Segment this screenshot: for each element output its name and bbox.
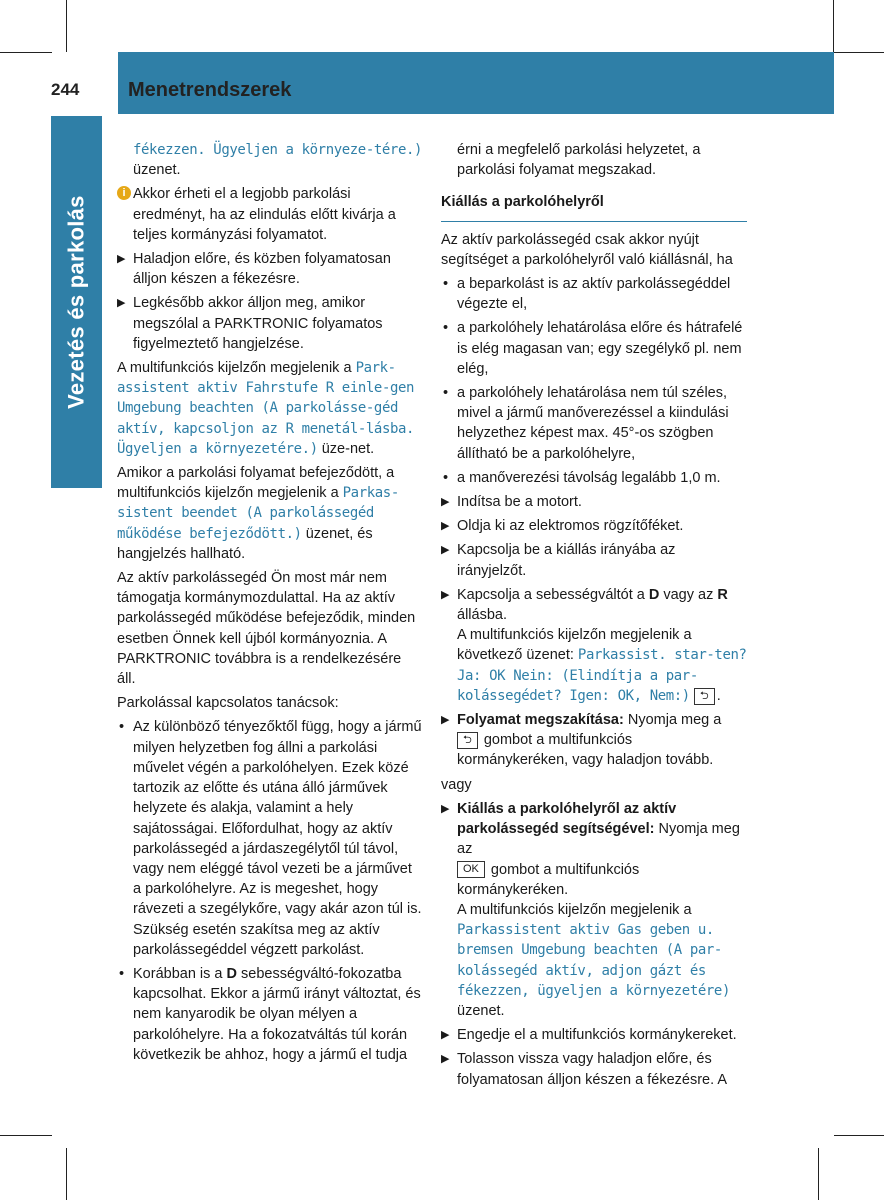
crop-mark — [0, 1135, 52, 1136]
display-message: Parkas-sistent beendet (A parkolássegéd működése befejeződött.) — [117, 485, 399, 542]
step-item — [441, 516, 747, 536]
text: vagy az — [659, 586, 718, 603]
text: gombot a multifunkciós kormánykeréken. — [457, 861, 640, 898]
text: üzenet, és hangjelzés hallható. — [117, 525, 373, 562]
bullet-text: a manőverezési távolság legalább 1,0 m. — [457, 469, 721, 486]
gear-label: D — [226, 965, 237, 982]
text: üzenet. — [133, 162, 181, 179]
step-item — [441, 1049, 747, 1089]
paragraph — [117, 140, 423, 180]
text: A multifunkciós kijelzőn megjelenik a — [457, 901, 692, 918]
step-item — [441, 799, 747, 1021]
arrow-icon: ▶ — [441, 544, 450, 557]
gear-label: R — [717, 586, 728, 603]
info-note — [117, 184, 423, 245]
bullet-item — [117, 717, 423, 959]
right-column — [441, 140, 747, 1094]
arrow-icon: ▶ — [441, 802, 450, 815]
paragraph: vagy — [441, 776, 472, 793]
bullet-icon: • — [119, 965, 125, 982]
heading-rule — [441, 221, 747, 222]
paragraph: Az aktív parkolássegéd Ön most már nem támogatja kormánymozdulattal. Ha az aktív parkolássegéd működése befejeződik, minden esetben Önnek kell újból kormányoznia. A PARKTRONIC továbbra is a rendelkezésére áll. — [117, 570, 416, 688]
display-message: Parkassistent aktiv Gas geben u. bremsen Umgebung beachten (A par-kolássegéd aktív, adjon gázt és fékezzen, ügyeljen a környezetére) — [457, 922, 730, 999]
back-key-icon: ⮌ — [694, 688, 715, 705]
bullet-icon: • — [119, 719, 125, 736]
display-message: fékezzen. Ügyeljen a környeze-tére.) — [133, 142, 423, 158]
paragraph: Az aktív parkolássegéd csak akkor nyújt segítséget a parkolóhelyről való kiállásnál, ha — [441, 231, 733, 268]
text: sebességváltó-fokozatba kapcsolhat. Ekkor a jármű irányt változtat, és nem kanyarodik be olyan mélyen a parkolóhelyre. Ha a fokozatváltás túl korán következik be ahhoz, hogy a jármű el tudja — [133, 965, 421, 1063]
page-number: 244 — [51, 80, 80, 99]
paragraph — [117, 463, 423, 564]
bullet-item — [441, 318, 747, 379]
arrow-icon: ▶ — [117, 253, 126, 266]
paragraph: érni a megfelelő parkolási helyzetet, a parkolási folyamat megszakad. — [457, 142, 701, 179]
arrow-icon: ▶ — [441, 714, 450, 727]
bullet-text: a parkolóhely lehatárolása előre és hátrafelé is elég magasan van; egy szegélykő pl. nem elég, — [457, 320, 743, 377]
text: gombot a multifunkciós kormánykeréken, vagy haladjon tovább. — [457, 732, 714, 769]
step-item — [117, 293, 423, 354]
display-message: Parkassist. star-ten? Ja: OK Nein: (Elindítja a par-kolássegédet? Igen: OK, Nem:) — [457, 647, 747, 704]
text: A multifunkciós kijelzőn megjelenik a következő üzenet: — [457, 627, 692, 664]
text: A multifunkciós kijelzőn megjelenik a — [117, 360, 356, 377]
arrow-icon: ▶ — [441, 1053, 450, 1066]
arrow-icon: ▶ — [117, 297, 126, 310]
paragraph: Parkolással kapcsolatos tanácsok: — [117, 695, 339, 712]
left-column — [117, 140, 423, 1069]
text: Nyomja meg az — [457, 821, 740, 858]
text: Amikor a parkolási folyamat befejeződött, a multifunkciós kijelzőn megjelenik a — [117, 465, 395, 502]
step-text: Tolasson vissza vagy haladjon előre, és folyamatosan álljon készen a fékezésre. A — [457, 1051, 728, 1088]
step-item — [441, 540, 747, 580]
step-text: Indítsa be a motort. — [457, 494, 582, 511]
arrow-icon: ▶ — [441, 520, 450, 533]
step-heading: Folyamat megszakítása: — [457, 712, 624, 729]
info-text: Akkor érheti el a legjobb parkolási eredményt, ha az elindulás előtt kivárja a teljes kormányzási folyamatot. — [133, 186, 396, 243]
bullet-item — [441, 274, 747, 314]
step-item — [117, 249, 423, 289]
crop-mark — [0, 52, 52, 53]
ok-key-icon: OK — [457, 861, 485, 878]
arrow-icon: ▶ — [441, 588, 450, 601]
step-text: Engedje el a multifunkciós kormánykereket. — [457, 1027, 737, 1044]
gear-label: D — [648, 586, 660, 603]
bullet-text: a beparkolást is az aktív parkolássegéddel végezte el, — [457, 276, 731, 313]
step-text: Legkésőbb akkor álljon meg, amikor megszólal a PARKTRONIC folyamatos figyelmeztető hangjelzése. — [133, 295, 383, 352]
step-text: Oldja ki az elektromos rögzítőféket. — [457, 518, 684, 535]
text: üzenet. — [457, 1002, 505, 1019]
step-text: Haladjon előre, és közben folyamatosan álljon készen a fékezésre. — [133, 251, 391, 288]
bullet-item — [441, 383, 747, 464]
text: Kapcsolja a sebességváltót a — [457, 586, 649, 603]
step-item — [441, 1025, 747, 1045]
arrow-icon: ▶ — [441, 496, 450, 509]
side-tab-label: Vezetés és parkolás — [63, 195, 89, 409]
crop-mark — [66, 1148, 67, 1200]
crop-mark — [834, 52, 884, 53]
header-divider — [116, 52, 118, 114]
text: Nyomja meg a — [623, 712, 722, 729]
crop-mark — [834, 1135, 884, 1136]
bullet-icon: • — [443, 276, 449, 293]
step-item — [441, 585, 747, 706]
bullet-text: a parkolóhely lehatárolása nem túl széles, mivel a jármű manőverezéssel a kiindulási helyzethez képest max. 45°-os szögben állítható be a parkolóhelyre, — [457, 385, 729, 462]
info-icon: i — [117, 186, 131, 200]
side-tab-label-wrap — [51, 116, 102, 488]
back-key-icon: ⮌ — [457, 732, 478, 749]
text: üze-net. — [317, 440, 375, 457]
bullet-text: Az különböző tényezőktől függ, hogy a jármű milyen helyzetben fog állni a parkolási művelet végén a parkolóhelyen. Ezek közé tartozik az előtte és utána álló járművek helyzete és alakja, valamint a hely sajátosságai. Előfordulhat, hogy az aktív parkolássegéd a járdaszegélytől túl távol, vagy nem eléggé távol vezeti be a járművet a parkolóhelyre. Az is megeshet, hogy rávezeti a szegélykőre, vagy akár azon túl is. Szükség esetén szakítsa meg az aktív parkolássegéddel végzett parkolást. — [133, 719, 422, 958]
step-heading: Kiállás a parkolóhelyről az aktív parkolássegéd segítségével: — [457, 800, 677, 838]
crop-mark — [818, 1148, 819, 1200]
crop-mark — [66, 0, 67, 52]
step-item — [441, 710, 747, 771]
display-message: Park-assistent aktiv Fahrstufe R einle-gen Umgebung beachten (A parkolásse-géd aktív, kapcsoljon az R menetál-lásba. Ügyeljen a környezetére.) — [117, 360, 415, 457]
text: Korábban is a — [133, 965, 227, 982]
arrow-icon: ▶ — [441, 1029, 450, 1042]
paragraph — [117, 358, 423, 459]
bullet-item — [441, 468, 747, 488]
bullet-icon: • — [443, 320, 449, 337]
bullet-icon: • — [443, 385, 449, 402]
text: állásba. — [457, 607, 507, 624]
section-heading: Kiállás a parkolóhelyről — [441, 194, 604, 211]
text: . — [716, 687, 721, 704]
crop-mark — [833, 0, 834, 52]
step-text: Kapcsolja be a kiállás irányába az irányjelzőt. — [457, 542, 676, 579]
section-title: Menetrendszerek — [128, 79, 292, 101]
bullet-icon: • — [443, 469, 449, 486]
step-item — [441, 492, 747, 512]
bullet-item — [117, 964, 423, 1065]
